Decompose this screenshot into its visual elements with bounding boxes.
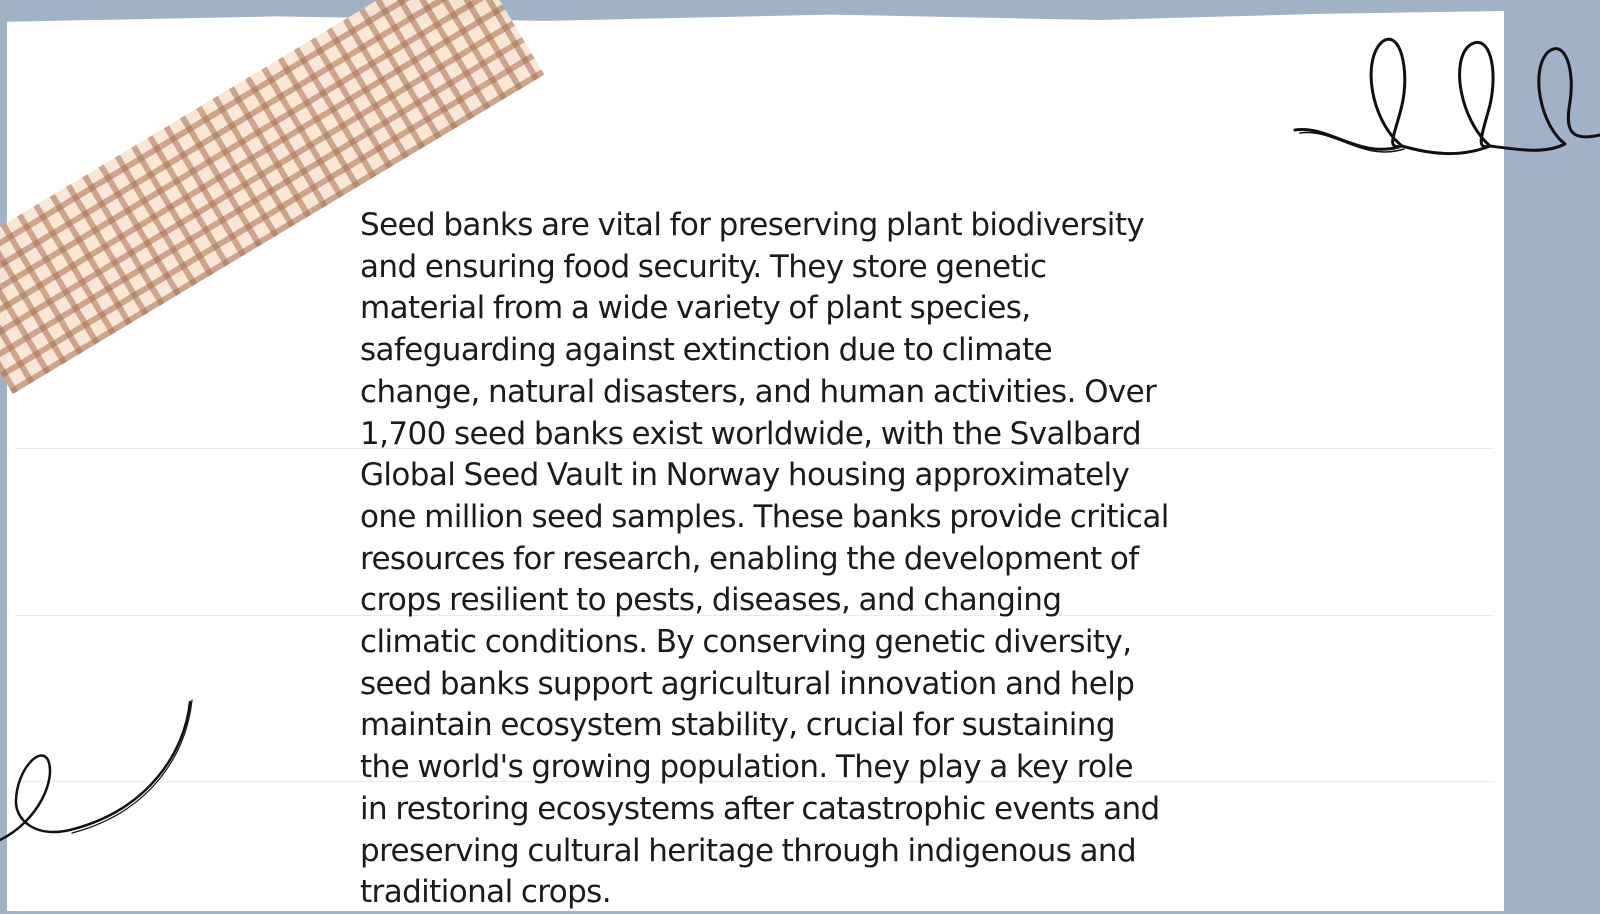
text-line: safeguarding against extinction due to climate	[360, 332, 1053, 369]
text-line: 1,700 seed banks exist worldwide, with the Svalbard	[360, 415, 1142, 452]
text-line: in restoring ecosystems after catastrophic events and	[360, 790, 1160, 827]
text-line: seed banks support agricultural innovation and help	[360, 665, 1135, 702]
text-line: preserving cultural heritage through indigenous and	[360, 832, 1137, 869]
body-paragraph	[360, 205, 1250, 914]
text-line: material from a wide variety of plant species,	[360, 290, 1031, 327]
text-line: maintain ecosystem stability, crucial for sustaining	[360, 707, 1115, 744]
curl-stroke-icon	[0, 690, 200, 850]
text-line: and ensuring food security. They store genetic	[360, 248, 1047, 285]
text-line: change, natural disasters, and human activities. Over	[360, 373, 1157, 410]
text-line: crops resilient to pests, diseases, and changing	[360, 582, 1062, 619]
loop-squiggle-icon	[1290, 30, 1600, 165]
text-line: the world's growing population. They play a key role	[360, 749, 1133, 786]
text-line: traditional crops.	[360, 874, 611, 911]
text-line: resources for research, enabling the development of	[360, 540, 1139, 577]
text-line: Global Seed Vault in Norway housing approximately	[360, 457, 1130, 494]
text-line: one million seed samples. These banks provide critical	[360, 498, 1169, 535]
text-line: climatic conditions. By conserving genetic diversity,	[360, 624, 1132, 661]
text-line: Seed banks are vital for preserving plant biodiversity	[360, 207, 1145, 243]
